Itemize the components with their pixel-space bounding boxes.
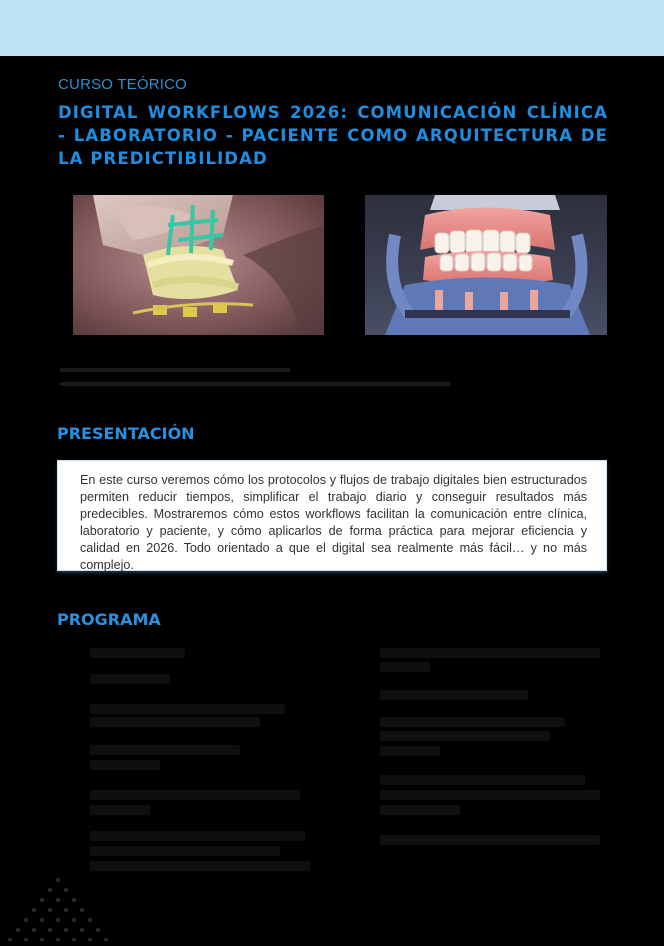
program-item (380, 835, 600, 845)
course-type-label: CURSO TEÓRICO (58, 76, 188, 93)
program-item (380, 662, 430, 672)
presentation-box (57, 460, 607, 571)
course-title: DIGITAL WORKFLOWS 2026: COMUNICACIÓN CLÍNICA - LABORATORIO - PACIENTE COMO ARQUITECTURA DE LA PREDICTIBILIDAD (58, 103, 608, 168)
program-item (90, 674, 170, 684)
program-item (90, 745, 240, 755)
denture-prosthesis-image (365, 195, 607, 335)
program-item (380, 790, 600, 800)
caption-line (60, 368, 290, 372)
program-item (90, 846, 280, 856)
program-item (380, 746, 440, 756)
program-item (90, 790, 300, 800)
caption-line (60, 382, 450, 386)
digital-scan-image (73, 195, 324, 335)
program-item (90, 760, 160, 770)
program-item (380, 775, 585, 785)
program-heading: PROGRAMA (57, 610, 161, 629)
program-item (380, 805, 460, 815)
program-item (90, 831, 305, 841)
program-item (90, 717, 260, 727)
top-band (0, 0, 664, 56)
presentation-heading: PRESENTACIÓN (57, 424, 195, 443)
presentation-text: En este curso veremos cómo los protocolos y flujos de trabajo digitales bien estructurados permiten reducir tiempos, simplificar el trabajo diario y conseguir resultados más predecibles. Mostraremos cómo estos workflows facilitan la comunicación entre clínica, laboratorio y paciente, y cómo aplicarlos de forma práctica para mejorar eficiencia y calidad en 2026. Todo orientado a que el digital sea realmente más fácil… y no más complejo. (80, 473, 587, 572)
program-item (90, 648, 185, 658)
program-item (380, 648, 600, 658)
program-item (90, 704, 285, 714)
program-item (380, 717, 565, 727)
program-item (380, 731, 550, 741)
program-item (90, 805, 150, 815)
decorative-dots (0, 870, 140, 941)
program-item (380, 690, 528, 700)
